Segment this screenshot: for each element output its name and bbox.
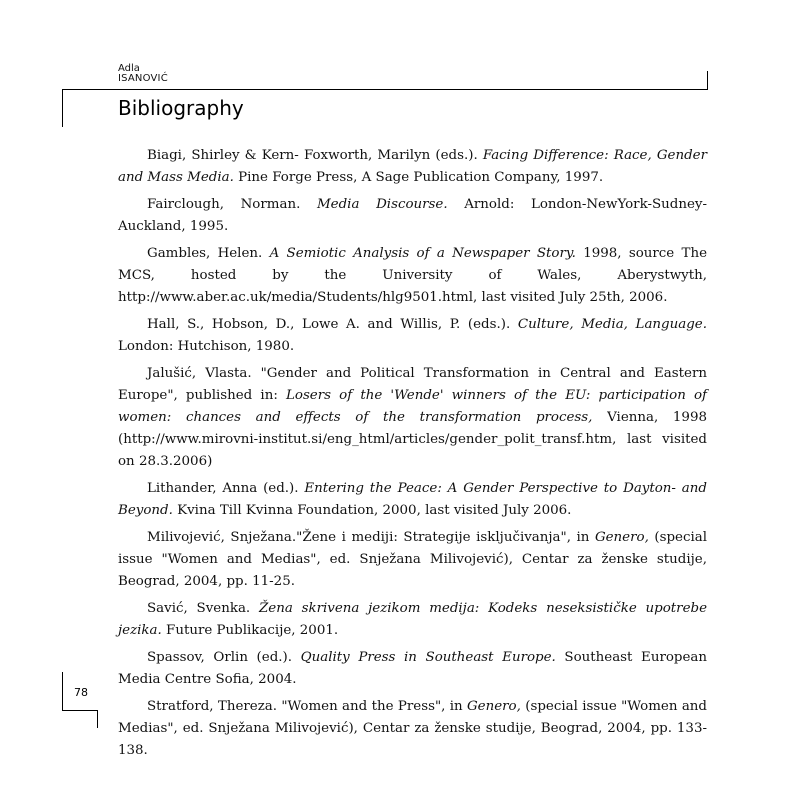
entry-title: Culture, Media, Language. bbox=[517, 317, 707, 332]
entry-publication: Pine Forge Press, A Sage Publication Company, 1997. bbox=[233, 170, 604, 185]
entry-title: Entering the Peace: A Gender Perspective to Dayton- and Beyond. bbox=[118, 481, 707, 518]
entry-title: Losers of the 'Wende' winners of the EU: participation of women: chances and effects of the transformation process, bbox=[118, 388, 707, 425]
entry-title: Žena skrivena jezikom medija: Kodeks neseksističke upotrebe jezika. bbox=[118, 601, 707, 638]
bibliography-entry bbox=[118, 145, 707, 189]
page-number: 78 bbox=[74, 686, 88, 699]
entry-title: Genero, bbox=[594, 530, 649, 545]
bibliography-entry bbox=[118, 478, 707, 522]
entry-authors: Jalušić, Vlasta. "Gender and Political Transformation in Central and Eastern Europe", published in: bbox=[118, 366, 707, 403]
entry-authors: Savić, Svenka. bbox=[147, 601, 259, 616]
bibliography-entry bbox=[118, 647, 707, 691]
entry-authors: Milivojević, Snježana."Žene i mediji: Strategije isključivanja", in bbox=[147, 530, 595, 545]
entry-title: Genero, bbox=[466, 699, 521, 714]
header-rule-left-tick bbox=[62, 89, 63, 127]
bibliography-entry bbox=[118, 194, 707, 238]
entry-title: Media Discourse. bbox=[316, 197, 448, 212]
entry-publication: Southeast European Media Centre Sofia, 2004. bbox=[118, 650, 708, 687]
bibliography-entry bbox=[118, 598, 707, 642]
entry-authors: Fairclough, Norman. bbox=[147, 197, 317, 212]
page-number-rule-left-tick bbox=[62, 672, 63, 711]
bibliography-entry bbox=[118, 363, 707, 473]
entry-authors: Lithander, Anna (ed.). bbox=[147, 481, 305, 496]
entry-publication: 1998, source The MCS, hosted by the University of Wales, Aberystwyth, http://www.aber.ac.uk/media/Students/hlg9501.html, last visited July 25th, 2006. bbox=[118, 246, 707, 305]
author-first-name: Adla bbox=[118, 63, 140, 74]
entry-publication: (special issue "Women and Medias", ed. Snježana Milivojević), Centar za ženske studije, Beograd, 2004, pp. 11-25. bbox=[118, 530, 708, 589]
page-title: Bibliography bbox=[118, 96, 244, 120]
bibliography-list bbox=[118, 145, 707, 767]
header-rule bbox=[62, 89, 708, 90]
entry-publication: Vienna, 1998 (http://www.mirovni-institut.si/eng_html/articles/gender_polit_transf.htm, last visited on 28.3.2006) bbox=[118, 410, 707, 469]
entry-authors: Biagi, Shirley & Kern- Foxworth, Marilyn (eds.). bbox=[147, 148, 483, 163]
bibliography-entry bbox=[118, 314, 707, 358]
entry-publication: Arnold: London-NewYork-Sudney-Auckland, 1995. bbox=[118, 197, 707, 234]
entry-title: Facing Difference: Race, Gender and Mass Media. bbox=[118, 148, 707, 185]
entry-title: Quality Press in Southeast Europe. bbox=[300, 650, 556, 665]
entry-publication: Kvina Till Kvinna Foundation, 2000, last visited July 2006. bbox=[172, 503, 572, 518]
author-last-name: ISANOVIĆ bbox=[118, 73, 168, 84]
entry-authors: Spassov, Orlin (ed.). bbox=[147, 650, 301, 665]
entry-authors: Hall, S., Hobson, D., Lowe A. and Willis, P. (eds.). bbox=[147, 317, 518, 332]
page-number-rule bbox=[62, 710, 98, 711]
entry-publication: London: Hutchison, 1980. bbox=[118, 339, 295, 354]
entry-authors: Stratford, Thereza. "Women and the Press", in bbox=[147, 699, 467, 714]
entry-title: A Semiotic Analysis of a Newspaper Story. bbox=[269, 246, 576, 261]
header-rule-right-tick bbox=[707, 71, 708, 90]
bibliography-entry bbox=[118, 527, 707, 593]
entry-publication: (special issue "Women and Medias", ed. Snježana Milivojević), Centar za ženske studije, Beograd, 2004, pp. 133-138. bbox=[118, 699, 708, 758]
entry-authors: Gambles, Helen. bbox=[147, 246, 270, 261]
page-number-rule-right-tick bbox=[97, 710, 98, 728]
entry-publication: Future Publikacije, 2001. bbox=[161, 623, 339, 638]
bibliography-entry bbox=[118, 696, 707, 762]
bibliography-entry bbox=[118, 243, 707, 309]
